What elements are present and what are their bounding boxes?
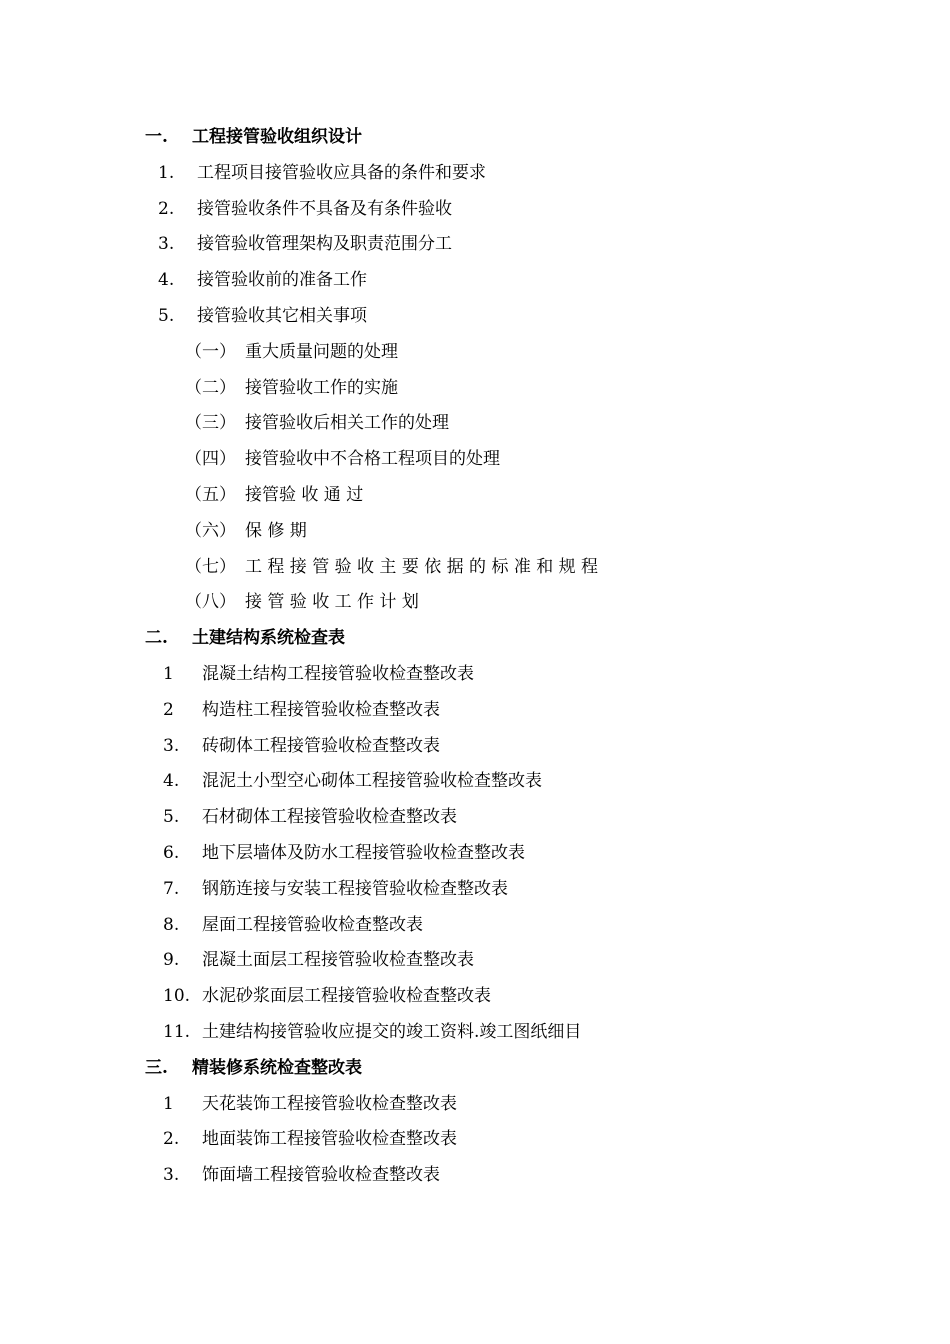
toc-item bbox=[0, 192, 950, 228]
toc-item bbox=[0, 908, 950, 944]
toc-section-heading bbox=[0, 1051, 950, 1087]
toc-text: 砖砌体工程接管验收检查整改表 bbox=[202, 735, 440, 756]
table-of-contents bbox=[0, 120, 950, 1194]
toc-text: 屋面工程接管验收检查整改表 bbox=[202, 914, 423, 935]
toc-subitem bbox=[0, 371, 950, 407]
toc-text: 接管验收后相关工作的处理 bbox=[245, 413, 449, 434]
toc-text: 接管验收管理架构及职责范围分工 bbox=[197, 234, 452, 255]
toc-item bbox=[0, 1087, 950, 1123]
toc-text: 接管验收中不合格工程项目的处理 bbox=[245, 449, 500, 470]
toc-number: （二） bbox=[185, 377, 236, 398]
toc-section-heading bbox=[0, 120, 950, 156]
toc-text: 混泥土小型空心砌体工程接管验收检查整改表 bbox=[202, 771, 542, 792]
toc-text: 混凝土结构工程接管验收检查整改表 bbox=[202, 663, 474, 684]
toc-text: 精装修系统检查整改表 bbox=[192, 1057, 362, 1078]
toc-section-heading bbox=[0, 621, 950, 657]
toc-item bbox=[0, 1122, 950, 1158]
toc-text: 石材砌体工程接管验收检查整改表 bbox=[202, 807, 457, 828]
toc-item bbox=[0, 764, 950, 800]
toc-number: （三） bbox=[185, 413, 236, 434]
toc-item bbox=[0, 836, 950, 872]
toc-number: 1 bbox=[163, 663, 174, 684]
toc-text: 混凝土面层工程接管验收检查整改表 bbox=[202, 950, 474, 971]
toc-text: 接管验 收 通 过 bbox=[245, 484, 364, 505]
toc-subitem bbox=[0, 335, 950, 371]
toc-number: 一. bbox=[145, 127, 168, 147]
toc-number: 3. bbox=[163, 1165, 180, 1186]
toc-number: （六） bbox=[185, 520, 236, 541]
toc-subitem bbox=[0, 550, 950, 586]
toc-item bbox=[0, 263, 950, 299]
toc-text: 重大质量问题的处理 bbox=[245, 341, 398, 362]
toc-number: 1 bbox=[163, 1093, 174, 1114]
toc-number: 9. bbox=[163, 950, 180, 971]
toc-number: 4. bbox=[163, 771, 180, 792]
toc-number: （五） bbox=[185, 484, 236, 505]
toc-number: 1. bbox=[158, 162, 175, 183]
toc-item bbox=[0, 729, 950, 765]
toc-text: 接管验收工作的实施 bbox=[245, 377, 398, 398]
toc-number: （八） bbox=[185, 592, 236, 613]
toc-subitem bbox=[0, 514, 950, 550]
toc-text: 地面装饰工程接管验收检查整改表 bbox=[202, 1129, 457, 1150]
toc-subitem bbox=[0, 478, 950, 514]
toc-text: 土建结构系统检查表 bbox=[192, 628, 345, 649]
toc-text: 饰面墙工程接管验收检查整改表 bbox=[202, 1165, 440, 1186]
toc-text: 接管验收条件不具备及有条件验收 bbox=[197, 198, 452, 219]
toc-number: 2. bbox=[158, 198, 175, 219]
toc-text: 接 管 验 收 工 作 计 划 bbox=[245, 592, 419, 613]
toc-item bbox=[0, 156, 950, 192]
toc-text: 保 修 期 bbox=[245, 520, 307, 541]
toc-number: 二. bbox=[145, 628, 168, 649]
toc-item bbox=[0, 693, 950, 729]
toc-text: 天花装饰工程接管验收检查整改表 bbox=[202, 1093, 457, 1114]
toc-text: 水泥砂浆面层工程接管验收检查整改表 bbox=[202, 986, 491, 1007]
toc-number: 4. bbox=[158, 270, 175, 291]
toc-text: 工程项目接管验收应具备的条件和要求 bbox=[197, 162, 486, 183]
toc-text: 地下层墙体及防水工程接管验收检查整改表 bbox=[202, 842, 525, 863]
toc-item bbox=[0, 800, 950, 836]
toc-item bbox=[0, 1015, 950, 1051]
toc-number: 三. bbox=[145, 1057, 168, 1078]
toc-number: 6. bbox=[163, 842, 180, 863]
toc-number: 5. bbox=[158, 305, 175, 326]
toc-number: （七） bbox=[185, 556, 236, 577]
toc-number: 3. bbox=[158, 234, 175, 255]
toc-text: 土建结构接管验收应提交的竣工资料.竣工图纸细目 bbox=[202, 1021, 582, 1042]
toc-number: 11. bbox=[163, 1021, 191, 1042]
toc-item bbox=[0, 227, 950, 263]
toc-number: 2 bbox=[163, 699, 174, 720]
toc-text: 接管验收前的准备工作 bbox=[197, 270, 367, 291]
toc-text: 接管验收其它相关事项 bbox=[197, 305, 367, 326]
toc-item bbox=[0, 657, 950, 693]
toc-subitem bbox=[0, 442, 950, 478]
toc-subitem bbox=[0, 406, 950, 442]
toc-number: （一） bbox=[185, 341, 236, 362]
toc-item bbox=[0, 1158, 950, 1194]
toc-text: 构造柱工程接管验收检查整改表 bbox=[202, 699, 440, 720]
toc-text: 工程接管验收组织设计 bbox=[192, 127, 362, 147]
toc-number: 3. bbox=[163, 735, 180, 756]
toc-number: 7. bbox=[163, 878, 180, 899]
toc-subitem bbox=[0, 585, 950, 621]
toc-item bbox=[0, 872, 950, 908]
toc-number: 5. bbox=[163, 807, 180, 828]
toc-number: 10. bbox=[163, 986, 191, 1007]
toc-item bbox=[0, 943, 950, 979]
toc-item bbox=[0, 299, 950, 335]
toc-number: 2. bbox=[163, 1129, 180, 1150]
toc-number: 8. bbox=[163, 914, 180, 935]
toc-item bbox=[0, 979, 950, 1015]
toc-text: 工 程 接 管 验 收 主 要 依 据 的 标 准 和 规 程 bbox=[245, 556, 599, 577]
toc-number: （四） bbox=[185, 449, 236, 470]
toc-text: 钢筋连接与安装工程接管验收检查整改表 bbox=[202, 878, 508, 899]
